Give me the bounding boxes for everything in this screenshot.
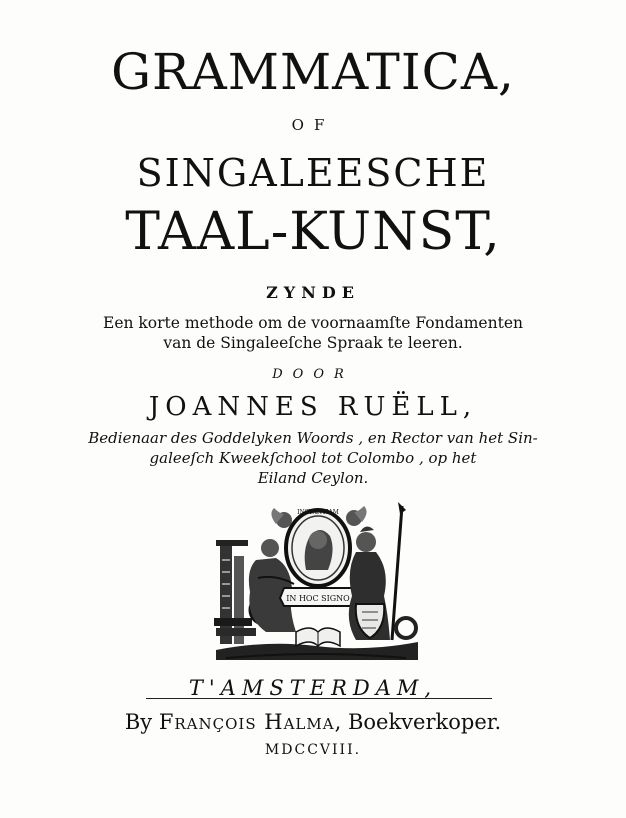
banner-text: IN HOC SIGNO bbox=[286, 594, 350, 603]
medallion-text: INSTANTIAM bbox=[297, 509, 339, 516]
title-grammatica: GRAMMATICA, bbox=[111, 43, 515, 101]
imprint-city: T'AMSTERDAM, bbox=[188, 676, 438, 700]
title-taal-kunst: TAAL-KUNST, bbox=[125, 202, 501, 262]
imprint-year: MDCCVIII. bbox=[264, 742, 362, 758]
imprint-divider bbox=[146, 698, 492, 699]
description-line-1: Een korte methode om de voornaamſte Fondamenten bbox=[103, 314, 523, 332]
zynde-label: ZYNDE bbox=[266, 283, 360, 302]
author-role-line-1: Bedienaar des Goddelyken Woords , en Rector van het Sin- bbox=[88, 429, 538, 447]
title-of: OF bbox=[291, 116, 335, 134]
imprint-publisher bbox=[0, 708, 626, 736]
author-role-line-2: galeeſch Kweekſchool tot Colombo , op het bbox=[149, 449, 477, 467]
author-role-line-3: Eiland Ceylon. bbox=[257, 469, 369, 487]
printers-mark-vignette-icon bbox=[206, 500, 428, 668]
description-line-2: van de Singaleeſche Spraak te leeren. bbox=[163, 334, 463, 352]
door-label: DOOR bbox=[272, 367, 354, 382]
publisher-trade: , Boekverkoper. bbox=[334, 710, 502, 734]
publisher-name: François Halma bbox=[158, 710, 335, 734]
author-name: JOANNES RUËLL, bbox=[148, 392, 478, 422]
title-singaleesche: SINGALEESCHE bbox=[136, 151, 490, 195]
publisher-by: By bbox=[124, 710, 153, 734]
